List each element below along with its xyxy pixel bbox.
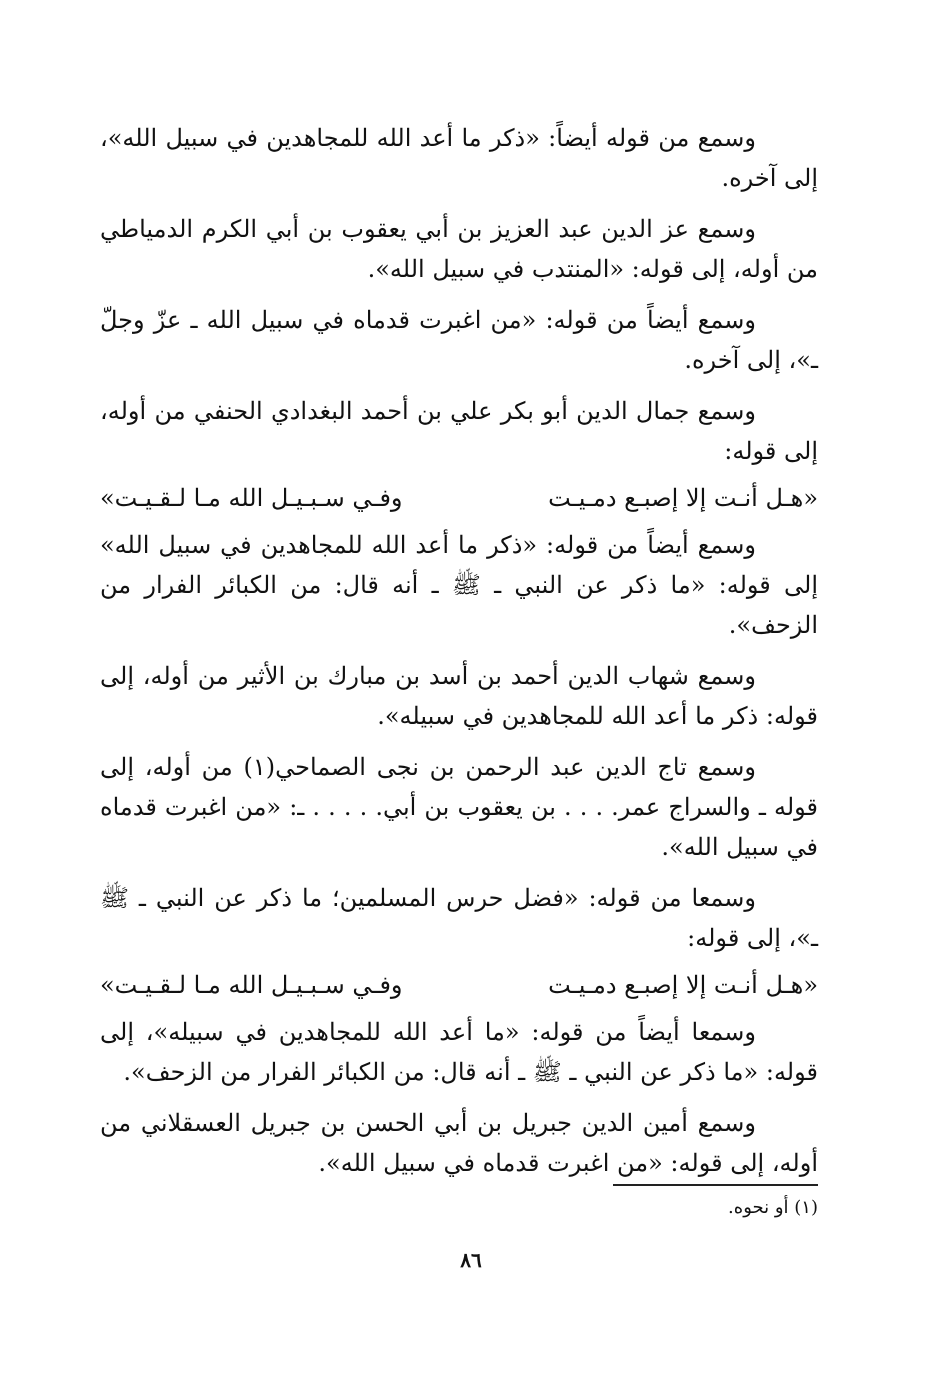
verse-line	[100, 478, 818, 518]
paragraph: وسمعا من قوله: «فضل حرس المسلمين؛ ما ذكر عن النبي ـ ﷺ ـ»، إلى قوله:	[100, 884, 818, 952]
paragraph: وسمع جمال الدين أبو بكر علي بن أحمد البغدادي الحنفي من أوله، إلى قوله:	[100, 397, 818, 465]
paragraph: وسمع شهاب الدين أحمد بن أسد بن مبارك بن الأثير من أوله، إلى قوله: ذكر ما أعد الله للمجاهدين في سبيله».	[100, 662, 818, 730]
paragraph: وسمع من قوله أيضاً: «ذكر ما أعد الله للمجاهدين في سبيل الله»، إلى آخره.	[100, 124, 818, 192]
verse-line	[100, 965, 818, 1005]
paragraph: وسمع عز الدين عبد العزيز بن أبي يعقوب بن أبي الكرم الدمياطي من أوله، إلى قوله: «المنتدب في سبيل الله».	[100, 215, 818, 283]
page-number: ٨٦	[460, 1248, 482, 1272]
footnote-separator	[613, 1184, 818, 1186]
verse-second-hemistich: وفـي سـبـيـل الله مـا لـقـيـت»	[100, 484, 403, 512]
footnote: (١) أو نحوه.	[728, 1197, 818, 1218]
paragraph: وسمع أيضاً من قوله: «من اغبرت قدماه في سبيل الله ـ عزّ وجلّ ـ»، إلى آخره.	[100, 306, 818, 374]
verse-first-hemistich: «هـل أنـت إلا إصبـع دمـيـت	[548, 484, 818, 512]
paragraph: وسمعا أيضاً من قوله: «ما أعد الله للمجاهدين في سبيله»، إلى قوله: «ما ذكر عن النبي ـ ﷺ ـ أنه قال: من الكبائر الفرار من الزحف».	[100, 1018, 818, 1086]
verse-second-hemistich: وفـي سـبـيـل الله مـا لـقـيـت»	[100, 971, 403, 999]
paragraph: وسمع أمين الدين جبريل بن أبي الحسن بن جبريل العسقلاني من أوله، إلى قوله: «من اغبرت قدماه في سبيل الله».	[100, 1109, 818, 1177]
main-text	[100, 118, 818, 1194]
verse-first-hemistich: «هـل أنـت إلا إصبـع دمـيـت	[548, 971, 818, 999]
paragraph: وسمع أيضاً من قوله: «ذكر ما أعد الله للمجاهدين في سبيل الله» إلى قوله: «ما ذكر عن النبي ـ ﷺ ـ أنه قال: من الكبائر الفرار من الزحف».	[100, 531, 818, 639]
paragraph: وسمع تاج الدين عبد الرحمن بن نجى الصماحي(١) من أوله، إلى قوله ـ والسراج عمر. . . . بن يعقوب بن أبي. . . . . ـ: «من اغبرت قدماه في سبيل الله».	[100, 753, 818, 861]
